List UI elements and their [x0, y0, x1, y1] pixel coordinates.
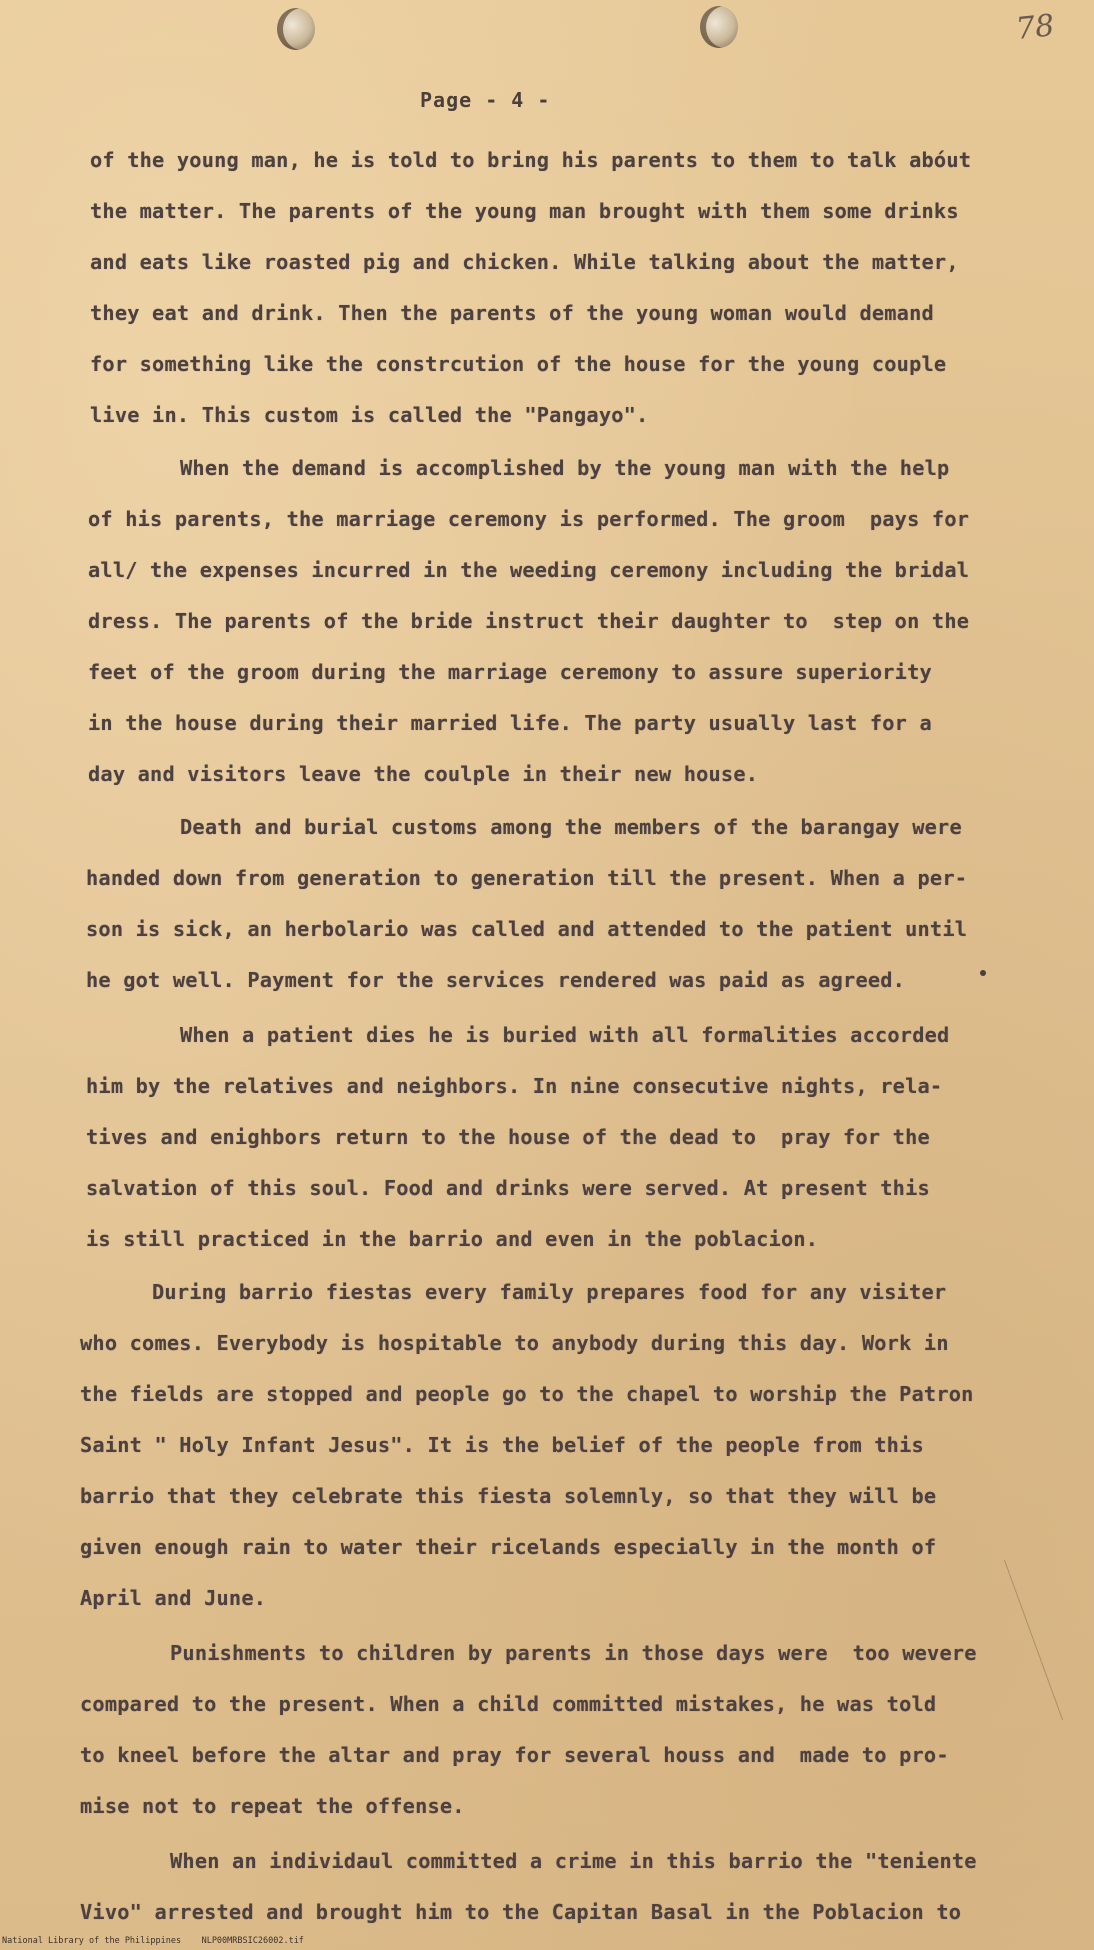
- text-line: of the young man, he is told to bring his parents to them to talk abóut: [90, 148, 972, 172]
- text-line: Saint " Holy Infant Jesus". It is the belief of the people from this: [80, 1433, 924, 1457]
- text-line: in the house during their married life. The party usually last for a: [88, 711, 932, 735]
- text-line: April and June.: [80, 1586, 267, 1610]
- paragraph-start-line: When an individaul committed a crime in this barrio the "teniente: [170, 1849, 977, 1873]
- punch-hole-right: [700, 6, 738, 48]
- text-line: to kneel before the altar and pray for several houss and made to pro-: [80, 1743, 949, 1767]
- text-line: they eat and drink. Then the parents of the young woman would demand: [90, 301, 934, 325]
- archive-footer: National Library of the Philippines NLP00MRBSIC26002.tif: [2, 1936, 304, 1946]
- text-line: of his parents, the marriage ceremony is performed. The groom pays for: [88, 507, 970, 531]
- text-line: and eats like roasted pig and chicken. While talking about the matter,: [90, 250, 959, 274]
- folio-number: 78: [1014, 8, 1056, 47]
- punch-hole-left: [277, 8, 315, 50]
- text-line: he got well. Payment for the services rendered was paid as agreed.: [86, 968, 906, 992]
- text-line: live in. This custom is called the "Pangayo".: [90, 403, 649, 427]
- paper-crease: [1004, 1560, 1094, 1720]
- text-line: compared to the present. When a child committed mistakes, he was told: [80, 1692, 937, 1716]
- paragraph-start-line: When a patient dies he is buried with all formalities accorded: [180, 1023, 950, 1047]
- paragraph-start-line: When the demand is accomplished by the young man with the help: [180, 456, 950, 480]
- text-line: tives and enighbors return to the house of the dead to pray for the: [86, 1125, 930, 1149]
- text-line: the matter. The parents of the young man brought with them some drinks: [90, 199, 959, 223]
- text-line: the fields are stopped and people go to the chapel to worship the Patron: [80, 1382, 974, 1406]
- page-header: Page - 4 -: [420, 88, 551, 112]
- text-line: Vivo" arrested and brought him to the Capitan Basal in the Poblacion to: [80, 1900, 962, 1924]
- text-line: mise not to repeat the offense.: [80, 1794, 465, 1818]
- text-line: all/ the expenses incurred in the weeding ceremony including the bridal: [88, 558, 970, 582]
- text-line: day and visitors leave the coulple in their new house.: [88, 762, 759, 786]
- text-line: him by the relatives and neighbors. In nine consecutive nights, rela-: [86, 1074, 943, 1098]
- text-line: given enough rain to water their ricelands especially in the month of: [80, 1535, 937, 1559]
- text-line: salvation of this soul. Food and drinks were served. At present this: [86, 1176, 930, 1200]
- text-line: barrio that they celebrate this fiesta solemnly, so that they will be: [80, 1484, 937, 1508]
- text-line: for something like the constrcution of the house for the young couple: [90, 352, 947, 376]
- text-line: son is sick, an herbolario was called and attended to the patient until: [86, 917, 968, 941]
- text-line: handed down from generation to generation till the present. When a per-: [86, 866, 968, 890]
- stray-mark: [980, 970, 986, 976]
- text-line: feet of the groom during the marriage ceremony to assure superiority: [88, 660, 932, 684]
- text-line: dress. The parents of the bride instruct their daughter to step on the: [88, 609, 970, 633]
- text-line: is still practiced in the barrio and even in the poblacion.: [86, 1227, 819, 1251]
- text-line: who comes. Everybody is hospitable to anybody during this day. Work in: [80, 1331, 949, 1355]
- paragraph-start-line: During barrio fiestas every family prepares food for any visiter: [152, 1280, 947, 1304]
- paragraph-start-line: Punishments to children by parents in those days were too wevere: [170, 1641, 977, 1665]
- paragraph-start-line: Death and burial customs among the members of the barangay were: [180, 815, 962, 839]
